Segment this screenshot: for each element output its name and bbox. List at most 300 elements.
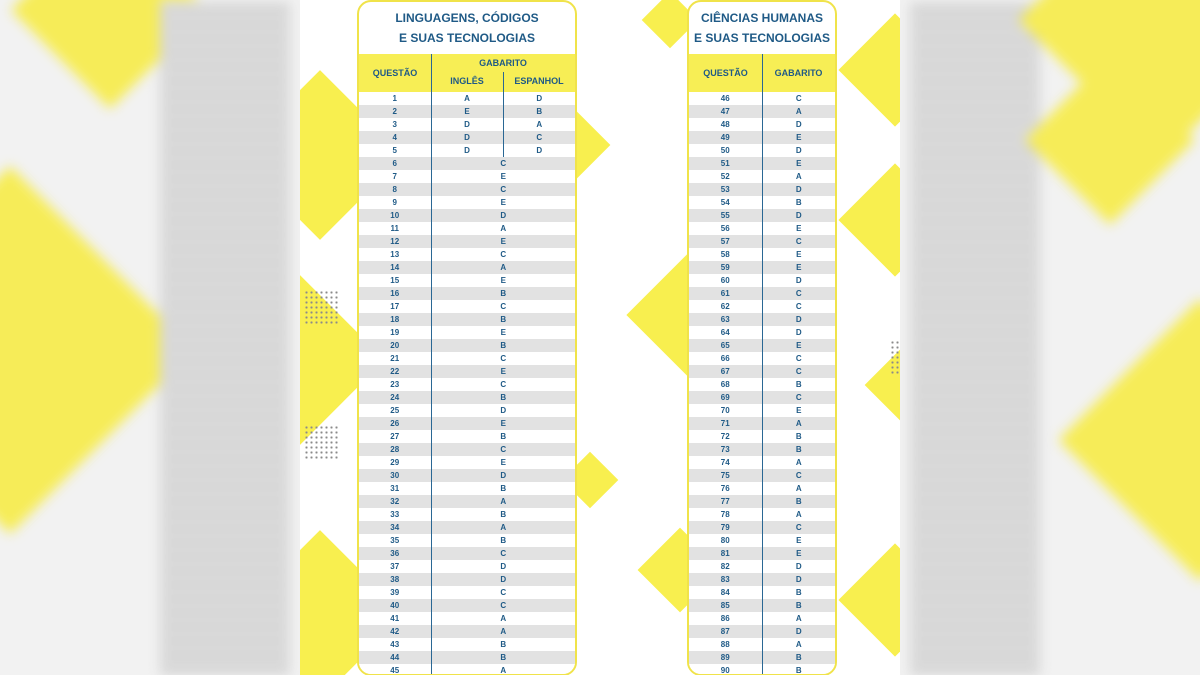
- answer: B: [431, 651, 575, 664]
- table-row: [689, 222, 835, 235]
- answer: B: [762, 664, 835, 675]
- question-number: 77: [689, 495, 762, 508]
- table-row: [689, 664, 835, 675]
- answer-ingles: E: [431, 105, 503, 118]
- table-row: [359, 443, 575, 456]
- question-number: 28: [359, 443, 431, 456]
- table-row: [359, 261, 575, 274]
- table-row: [689, 417, 835, 430]
- question-number: 2: [359, 105, 431, 118]
- table-row: [689, 586, 835, 599]
- dot-pattern: [304, 290, 340, 326]
- question-number: 66: [689, 352, 762, 365]
- answer: B: [431, 430, 575, 443]
- table-row: [359, 352, 575, 365]
- blurred-background-right: [900, 0, 1200, 675]
- answer: C: [762, 521, 835, 534]
- table-row: [359, 391, 575, 404]
- question-number: 71: [689, 417, 762, 430]
- question-number: 47: [689, 105, 762, 118]
- question-number: 72: [689, 430, 762, 443]
- question-number: 54: [689, 196, 762, 209]
- question-number: 87: [689, 625, 762, 638]
- answer: A: [762, 456, 835, 469]
- table-row: [359, 365, 575, 378]
- answer: C: [431, 157, 575, 170]
- question-number: 44: [359, 651, 431, 664]
- question-number: 39: [359, 586, 431, 599]
- answer: D: [431, 560, 575, 573]
- answer: B: [762, 430, 835, 443]
- question-number: 88: [689, 638, 762, 651]
- table-row: [689, 157, 835, 170]
- answer: C: [431, 300, 575, 313]
- table-row: [689, 144, 835, 157]
- question-number: 7: [359, 170, 431, 183]
- question-number: 13: [359, 248, 431, 261]
- header-questao: QUESTÃO: [372, 68, 418, 78]
- table-row: [689, 560, 835, 573]
- yellow-decor-shape: [838, 543, 900, 656]
- answer: E: [762, 404, 835, 417]
- answer: C: [431, 586, 575, 599]
- blurred-background-left: [0, 0, 300, 675]
- question-number: 58: [689, 248, 762, 261]
- question-number: 90: [689, 664, 762, 675]
- answer-ingles: A: [431, 92, 503, 105]
- answer: B: [431, 391, 575, 404]
- table-row: [359, 196, 575, 209]
- answer: D: [762, 209, 835, 222]
- question-number: 69: [689, 391, 762, 404]
- answer: D: [762, 144, 835, 157]
- question-number: 22: [359, 365, 431, 378]
- table-row: [359, 625, 575, 638]
- table-row: [359, 209, 575, 222]
- table-row: [689, 248, 835, 261]
- answer: C: [762, 287, 835, 300]
- answer-espanhol: A: [503, 118, 575, 131]
- answer: E: [431, 235, 575, 248]
- table-row: [359, 495, 575, 508]
- answer: A: [431, 612, 575, 625]
- card-title: [359, 2, 575, 54]
- question-number: 16: [359, 287, 431, 300]
- card-title-line2: E SUAS TECNOLOGIAS: [693, 31, 830, 45]
- table-row: [359, 651, 575, 664]
- table-row: [359, 339, 575, 352]
- answer: B: [762, 495, 835, 508]
- answer-espanhol: D: [503, 144, 575, 157]
- question-number: 3: [359, 118, 431, 131]
- question-number: 83: [689, 573, 762, 586]
- answer: E: [762, 534, 835, 547]
- table-row: [359, 521, 575, 534]
- question-number: 35: [359, 534, 431, 547]
- question-number: 59: [689, 261, 762, 274]
- answer-ingles: D: [431, 144, 503, 157]
- question-number: 8: [359, 183, 431, 196]
- answer-table: [689, 92, 835, 675]
- table-row: [359, 456, 575, 469]
- table-row: [689, 105, 835, 118]
- question-number: 24: [359, 391, 431, 404]
- answer: E: [431, 170, 575, 183]
- answer: A: [762, 170, 835, 183]
- table-row: [359, 170, 575, 183]
- answer: A: [762, 482, 835, 495]
- question-number: 48: [689, 118, 762, 131]
- table-row: [689, 469, 835, 482]
- question-number: 23: [359, 378, 431, 391]
- answer: B: [431, 482, 575, 495]
- answer: A: [431, 261, 575, 274]
- table-row: [689, 625, 835, 638]
- answer: E: [762, 261, 835, 274]
- question-number: 68: [689, 378, 762, 391]
- question-number: 25: [359, 404, 431, 417]
- answer: A: [431, 521, 575, 534]
- question-number: 29: [359, 456, 431, 469]
- table-row: [359, 417, 575, 430]
- header-gabarito: GABARITO: [479, 58, 527, 68]
- question-number: 40: [359, 599, 431, 612]
- question-number: 49: [689, 131, 762, 144]
- table-row: [359, 326, 575, 339]
- answer: E: [431, 417, 575, 430]
- question-number: 70: [689, 404, 762, 417]
- table-row: [359, 612, 575, 625]
- question-number: 36: [359, 547, 431, 560]
- table-row: [359, 508, 575, 521]
- table-row: [689, 118, 835, 131]
- question-number: 21: [359, 352, 431, 365]
- question-number: 1: [359, 92, 431, 105]
- question-number: 56: [689, 222, 762, 235]
- question-number: 76: [689, 482, 762, 495]
- question-number: 53: [689, 183, 762, 196]
- header-espanhol: ESPANHOL: [514, 76, 564, 86]
- answer: E: [431, 456, 575, 469]
- table-row: [359, 300, 575, 313]
- table-row: [359, 599, 575, 612]
- answer: E: [762, 248, 835, 261]
- question-number: 84: [689, 586, 762, 599]
- answer: D: [762, 274, 835, 287]
- question-number: 9: [359, 196, 431, 209]
- question-number: 17: [359, 300, 431, 313]
- question-number: 52: [689, 170, 762, 183]
- card-title: [689, 2, 835, 54]
- question-number: 19: [359, 326, 431, 339]
- question-number: 85: [689, 599, 762, 612]
- table-row: [689, 391, 835, 404]
- question-number: 37: [359, 560, 431, 573]
- question-number: 78: [689, 508, 762, 521]
- table-row: [359, 378, 575, 391]
- answer: A: [431, 495, 575, 508]
- header-questao: QUESTÃO: [703, 68, 748, 78]
- answer: D: [762, 326, 835, 339]
- table-row: [689, 534, 835, 547]
- question-number: 32: [359, 495, 431, 508]
- table-row: [689, 365, 835, 378]
- answer: B: [431, 638, 575, 651]
- answer: D: [762, 118, 835, 131]
- card-title-line1: CIÊNCIAS HUMANAS: [700, 11, 823, 25]
- answer: A: [431, 222, 575, 235]
- answer: D: [431, 469, 575, 482]
- table-row: [689, 209, 835, 222]
- table-row: [689, 183, 835, 196]
- answer-table: [359, 157, 575, 675]
- table-row: [689, 352, 835, 365]
- answer: C: [431, 378, 575, 391]
- answer: D: [762, 560, 835, 573]
- answer: B: [762, 651, 835, 664]
- header-gabarito: GABARITO: [774, 68, 823, 78]
- answer: E: [431, 365, 575, 378]
- answer: C: [762, 391, 835, 404]
- table-row: [359, 248, 575, 261]
- answer-ingles: D: [431, 118, 503, 131]
- answer: B: [431, 534, 575, 547]
- table-row: [359, 534, 575, 547]
- dot-pattern: [304, 425, 340, 461]
- question-number: 61: [689, 287, 762, 300]
- question-number: 42: [359, 625, 431, 638]
- question-number: 6: [359, 157, 431, 170]
- question-number: 63: [689, 313, 762, 326]
- question-number: 45: [359, 664, 431, 675]
- table-row: [689, 287, 835, 300]
- question-number: 27: [359, 430, 431, 443]
- card-title-line1: LINGUAGENS, CÓDIGOS: [395, 11, 539, 25]
- table-row: [689, 313, 835, 326]
- answer: C: [431, 547, 575, 560]
- question-number: 10: [359, 209, 431, 222]
- table-row: [359, 105, 575, 118]
- table-row: [689, 196, 835, 209]
- answer: E: [762, 157, 835, 170]
- answer: B: [431, 508, 575, 521]
- table-row: [359, 183, 575, 196]
- table-row: [689, 599, 835, 612]
- table-row: [359, 586, 575, 599]
- question-number: 4: [359, 131, 431, 144]
- answer: B: [431, 339, 575, 352]
- header-ingles: INGLÊS: [450, 76, 484, 86]
- question-number: 80: [689, 534, 762, 547]
- table-row: [689, 456, 835, 469]
- question-number: 15: [359, 274, 431, 287]
- table-header: [359, 54, 575, 92]
- question-number: 81: [689, 547, 762, 560]
- table-row: [689, 430, 835, 443]
- table-row: [359, 157, 575, 170]
- table-row: [689, 378, 835, 391]
- answer: A: [762, 105, 835, 118]
- question-number: 64: [689, 326, 762, 339]
- answer: C: [762, 235, 835, 248]
- yellow-decor-shape: [838, 163, 900, 276]
- answer: B: [431, 287, 575, 300]
- question-number: 12: [359, 235, 431, 248]
- question-number: 50: [689, 144, 762, 157]
- answer: D: [431, 573, 575, 586]
- question-number: 20: [359, 339, 431, 352]
- answer: A: [431, 664, 575, 675]
- answer: E: [762, 547, 835, 560]
- table-row: [689, 339, 835, 352]
- question-number: 67: [689, 365, 762, 378]
- table-row: [359, 547, 575, 560]
- answer-table: [359, 92, 575, 157]
- table-row: [689, 651, 835, 664]
- table-row: [359, 573, 575, 586]
- answer: E: [762, 339, 835, 352]
- table-row: [689, 547, 835, 560]
- question-number: 11: [359, 222, 431, 235]
- ciencias-humanas-answer-card: [687, 0, 837, 675]
- question-number: 86: [689, 612, 762, 625]
- answer: D: [762, 313, 835, 326]
- table-row: [689, 508, 835, 521]
- card-title-line2: E SUAS TECNOLOGIAS: [398, 31, 535, 45]
- question-number: 79: [689, 521, 762, 534]
- table-row: [689, 274, 835, 287]
- answer: E: [762, 131, 835, 144]
- table-row: [689, 326, 835, 339]
- table-row: [359, 313, 575, 326]
- table-row: [689, 443, 835, 456]
- answer: B: [762, 599, 835, 612]
- answer: C: [762, 352, 835, 365]
- question-number: 60: [689, 274, 762, 287]
- question-number: 65: [689, 339, 762, 352]
- question-number: 31: [359, 482, 431, 495]
- answer: B: [762, 586, 835, 599]
- answer: C: [431, 352, 575, 365]
- table-row: [689, 612, 835, 625]
- answer: A: [762, 638, 835, 651]
- table-row: [689, 92, 835, 105]
- table-row: [359, 430, 575, 443]
- answer: C: [431, 443, 575, 456]
- question-number: 74: [689, 456, 762, 469]
- yellow-decor-shape: [838, 13, 900, 126]
- answer: C: [762, 92, 835, 105]
- question-number: 5: [359, 144, 431, 157]
- table-row: [689, 235, 835, 248]
- question-number: 38: [359, 573, 431, 586]
- table-row: [689, 170, 835, 183]
- table-row: [689, 261, 835, 274]
- table-row: [359, 482, 575, 495]
- answer: E: [431, 196, 575, 209]
- answer: C: [431, 183, 575, 196]
- question-number: 51: [689, 157, 762, 170]
- answer: B: [762, 196, 835, 209]
- table-row: [359, 118, 575, 131]
- answer: B: [762, 378, 835, 391]
- answer: A: [431, 625, 575, 638]
- table-row: [689, 638, 835, 651]
- answer-ingles: D: [431, 131, 503, 144]
- table-row: [689, 573, 835, 586]
- question-number: 30: [359, 469, 431, 482]
- question-number: 55: [689, 209, 762, 222]
- answer: E: [762, 222, 835, 235]
- answer: C: [762, 365, 835, 378]
- table-row: [359, 560, 575, 573]
- table-row: [689, 131, 835, 144]
- question-number: 62: [689, 300, 762, 313]
- question-number: 89: [689, 651, 762, 664]
- answer: D: [762, 183, 835, 196]
- table-row: [689, 300, 835, 313]
- question-number: 75: [689, 469, 762, 482]
- table-row: [689, 404, 835, 417]
- table-row: [359, 469, 575, 482]
- table-row: [359, 638, 575, 651]
- table-row: [689, 495, 835, 508]
- question-number: 34: [359, 521, 431, 534]
- answer: A: [762, 508, 835, 521]
- table-row: [689, 521, 835, 534]
- table-row: [359, 404, 575, 417]
- question-number: 43: [359, 638, 431, 651]
- answer: C: [762, 469, 835, 482]
- answer-espanhol: B: [503, 105, 575, 118]
- table-row: [359, 664, 575, 675]
- answer: C: [762, 300, 835, 313]
- table-row: [359, 131, 575, 144]
- answer: E: [431, 326, 575, 339]
- question-number: 18: [359, 313, 431, 326]
- answer-espanhol: C: [503, 131, 575, 144]
- answer: C: [431, 248, 575, 261]
- question-number: 26: [359, 417, 431, 430]
- question-number: 57: [689, 235, 762, 248]
- answer: E: [431, 274, 575, 287]
- answer: D: [431, 404, 575, 417]
- table-row: [689, 482, 835, 495]
- table-row: [359, 235, 575, 248]
- question-number: 46: [689, 92, 762, 105]
- table-row: [359, 92, 575, 105]
- table-row: [359, 144, 575, 157]
- dot-pattern: [890, 340, 900, 376]
- question-number: 33: [359, 508, 431, 521]
- answer: C: [431, 599, 575, 612]
- table-row: [359, 222, 575, 235]
- table-row: [359, 274, 575, 287]
- answer: D: [431, 209, 575, 222]
- answer: A: [762, 612, 835, 625]
- answer-espanhol: D: [503, 92, 575, 105]
- answer: D: [762, 625, 835, 638]
- table-header: [689, 54, 835, 92]
- answer: B: [431, 313, 575, 326]
- question-number: 73: [689, 443, 762, 456]
- answer-key-page: [300, 0, 900, 675]
- question-number: 14: [359, 261, 431, 274]
- answer: A: [762, 417, 835, 430]
- question-number: 41: [359, 612, 431, 625]
- question-number: 82: [689, 560, 762, 573]
- table-row: [359, 287, 575, 300]
